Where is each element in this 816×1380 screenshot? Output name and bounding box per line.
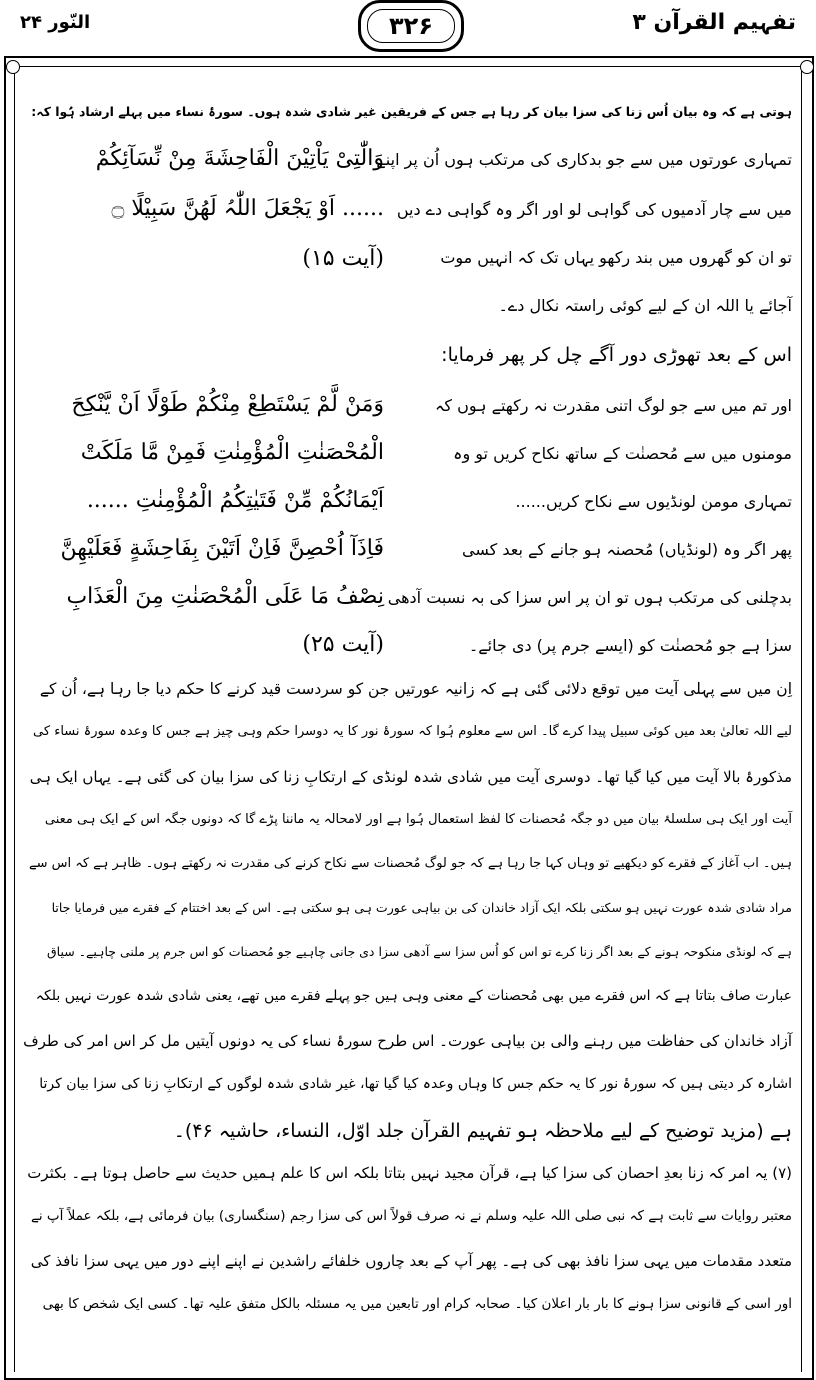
paragraph-line: عبارت صاف بتاتا ہے کہ اس فقرے میں بھی مُحصنات کے معنی وہی ہیں جو پہلے فقرے میں تھے، یعنی شادی شدہ عورت نہیں بلکہ [35,988,792,1004]
paragraph-line: ہیں۔ اب آغاز کے فقرے کو دیکھیے تو وہاں کہا جا رہا ہے کہ جو لوگ مُحصنات سے نکاح کرنے کی مقدرت نہ رکھتے ہوں۔ ظاہر ہے کہ اس سے [28,856,792,871]
paragraph-line: معتبر روایات سے ثابت ہے کہ نبی صلی اللہ علیہ وسلم نے نہ صرف قولاً اس کی سزا رجم (سنگساری) بیان فرمائی ہے، بلکہ عملاً آپ نے [30,1208,792,1224]
running-header [0,0,816,60]
arabic-verse-line: ...... اَوْ یَجْعَلَ اللّٰہُ لَھُنَّ سَبِیْلًا ۝ [111,196,384,221]
urdu-translation-line: تو ان کو گھروں میں بند رکھو یہاں تک کہ انہیں موت [440,248,792,267]
urdu-translation-line: میں سے چار آدمیوں کی گواہی لو اور اگر وہ گواہی دے دیں [396,200,792,219]
book-title: تفہیم القرآن ۳ [632,10,796,35]
bridge-line: اس کے بعد تھوڑی دور آگے چل کر پھر فرمایا: [441,344,792,366]
arabic-verse-line: الْمُحْصَنٰتِ الْمُؤْمِنٰتِ فَمِنْ مَّا مَلَکَتْ [80,440,384,465]
arabic-verse-line: نِصْفُ مَا عَلَی الْمُحْصَنٰتِ مِنَ الْعَذَابِ [66,584,384,609]
paragraph-line: اشارہ کر دیتی ہیں کہ سورۂ نور کا یہ حکم جس کا وہاں وعدہ کیا گیا تھا، غیر شادی شدہ لوگوں کے ارتکابِ زنا کی سزا بیان کرتا [39,1076,792,1092]
paragraph-line: آیت اور ایک ہی سلسلۂ بیان میں دو جگہ مُحصنات کا لفظ استعمال ہُوا ہے اور لامحالہ یہ ماننا پڑے گا کہ دونوں جگہ اس کے ایک ہی معنی [44,812,792,827]
paragraph-line: اور اسی کے قانونی سزا ہونے کا بار بار اعلان کیا۔ صحابہ کرام اور تابعین میں یہ مسئلہ بالکل متفق علیہ تھا۔ کسی ایک شخص کا بھی [42,1296,792,1312]
urdu-translation-line: تمہاری مومن لونڈیوں سے نکاح کریں...... [515,492,792,511]
corner-ornament-top-left [6,60,20,74]
arabic-verse-line: وَمَنْ لَّمْ یَسْتَطِعْ مِنْکُمْ طَوْلًا اَنْ یَّنْکِحَ [71,392,384,417]
paragraph-line: اِن میں سے پہلی آیت میں توقع دلائی گئی ہے کہ زانیہ عورتیں جن کو سردست قید کرنے کا حکم دیا جا رہا ہے، اُن کے [39,680,792,698]
verse-reference: (آیت ۱۵) [302,246,384,271]
urdu-translation-line: مومنوں میں سے مُحصنٰت کے ساتھ نکاح کریں تو وہ [453,444,792,463]
intro-line: ہوتی ہے کہ وہ بیان اُس زنا کی سزا بیان کر رہا ہے جس کے فریقین غیر شادی شدہ ہوں۔ سورۂ نساء میں پہلے ارشاد ہُوا کہ: [31,104,792,119]
urdu-translation-line: بدچلنی کی مرتکب ہوں تو ان پر اس سزا کی بہ نسبت آدھی [387,588,792,607]
arabic-verse-line: اَیْمَانُکُمْ مِّنْ فَتَیٰتِکُمُ الْمُؤْمِنٰتِ ...... [86,488,384,513]
page-number-badge [358,0,464,52]
urdu-translation-line: اور تم میں سے جو لوگ اتنی مقدرت نہ رکھتے ہوں کہ [435,396,792,415]
header-rule [4,66,810,67]
urdu-translation-line: تمہاری عورتوں میں سے جو بدکاری کی مرتکب ہوں اُن پر اپنے [376,150,792,169]
paragraph-line: (۷) یہ امر کہ زنا بعدِ احصان کی سزا کیا ہے، قرآن مجید نہیں بتاتا بلکہ اس کا علم ہمیں حدیث سے حاصل ہوتا ہے۔ بکثرت [27,1164,792,1182]
urdu-translation-line: سزا ہے جو مُحصنٰت کو (ایسے جرم پر) دی جائے۔ [468,636,792,655]
paragraph-line: متعدد مقدمات میں یہی سزا نافذ بھی کی ہے۔ پھر آپ کے بعد چاروں خلفائے راشدین نے اپنے اپنے دور میں یہی سزا نافذ کی [30,1252,792,1270]
page-number: ۳۲۶ [389,12,433,40]
paragraph-line: لیے اللہ تعالیٰ بعد میں کوئی سبیل پیدا کرے گا۔ اس سے معلوم ہُوا کہ سورۂ نور کا یہ دوسرا حکم وہی چیز ہے جس کا وعدہ سورۂ نساء کی [33,724,792,739]
arabic-verse-line: وَالّٰتِیْ یَاْتِیْنَ الْفَاحِشَةَ مِنْ نِّسَآئِکُمْ [95,146,384,171]
corner-ornament-top-right [800,60,814,74]
urdu-translation-line: پھر اگر وہ (لونڈیاں) مُحصنہ ہو جانے کے بعد کسی [462,540,792,559]
urdu-translation-line: آجائے یا اللہ ان کے لیے کوئی راستہ نکال دے۔ [498,296,792,315]
verse-reference: (آیت ۲۵) [302,632,384,657]
paragraph-line: آزاد خاندان کی حفاظت میں رہنے والی بن بیاہی عورت۔ اس طرح سورۂ نساء کی یہ دونوں آیتیں مل کر اس امر کی طرف [23,1032,792,1050]
arabic-verse-line: فَاِذَآ اُحْصِنَّ فَاِنْ اَتَیْنَ بِفَاحِشَةٍ فَعَلَیْھِنَّ [60,536,384,561]
paragraph-line: ہے (مزید توضیح کے لیے ملاحظہ ہو تفہیم القرآن جلد اوّل، النساء، حاشیہ ۴۶)۔ [173,1120,792,1142]
paragraph-line: مذکورۂ بالا آیت میں کیا گیا تھا۔ دوسری آیت میں شادی شدہ لونڈی کے ارتکابِ زنا کی سزا بیان کی گئی ہے۔ یہاں ایک ہی [29,768,792,786]
paragraph-line: ہے کہ لونڈی منکوحہ ہونے کے بعد اگر زنا کرے تو اس کو اُس سزا سے آدھی سزا دی جانی چاہیے جو مُحصنات کو اس جرم پر ملنی چاہیے۔ سیاق [46,944,792,959]
surah-label: النّور ۲۴ [20,12,91,33]
paragraph-line: مراد شادی شدہ عورت نہیں ہو سکتی بلکہ ایک آزاد خاندان کی بن بیاہی عورت ہی ہو سکتی ہے۔ اس کے بعد اختتام کے فقرے میں فرمایا جاتا [51,900,792,915]
